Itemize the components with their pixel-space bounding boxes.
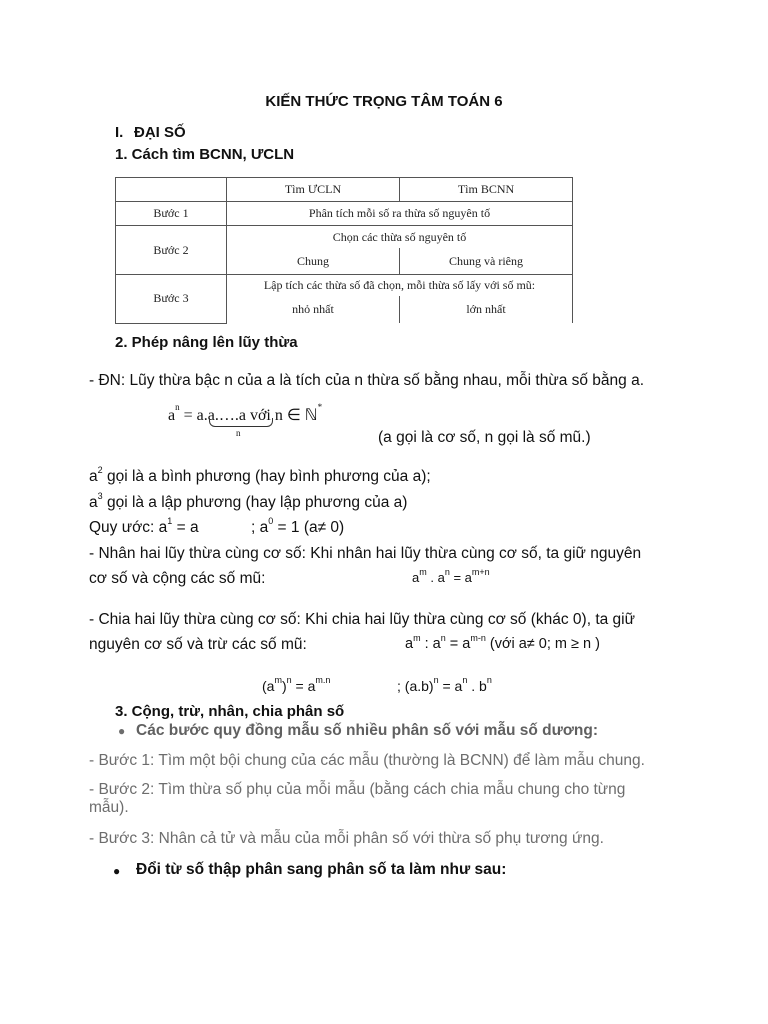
table-row [116, 226, 573, 275]
table-header-ucln: Tìm ƯCLN [227, 178, 400, 202]
multiply-rule-line1: - Nhân hai lũy thừa cùng cơ số: Khi nhân hai lũy thừa cùng cơ số, ta giữ nguyên [89, 545, 642, 562]
step2-text-line2: mẫu). [89, 799, 129, 816]
step1-text: Phân tích mỗi số ra thừa số nguyên tố [227, 202, 573, 226]
step3-bcnn: lớn nhất [466, 302, 506, 316]
page-title: KIẾN THỨC TRỌNG TÂM TOÁN 6 [265, 93, 503, 110]
bullet-icon: ● [113, 864, 121, 878]
step1-text: - Bước 1: Tìm một bội chung của các mẫu (thường là BCNN) để làm mẫu chung. [89, 752, 645, 769]
divide-rule-line1: - Chia hai lũy thừa cùng cơ số: Khi chia hai lũy thừa cùng cơ số (khác 0), ta giữ [89, 611, 635, 628]
common-denominator-heading: Các bước quy đồng mẫu số nhiều phân số với mẫu số dương: [136, 722, 598, 739]
table-row [116, 202, 573, 226]
convention-zero: ; $a^0 = 1$ (a≠ 0) [251, 516, 345, 536]
section-number: I. [115, 124, 124, 141]
bullet-icon: ● [118, 724, 126, 738]
heading-bcnn-ucln: 1. Cách tìm BCNN, ƯCLN [115, 146, 295, 163]
divide-formula: $a^m$ : $a^n = a^{m-n}$ (với a≠ 0; m ≥ n ) [405, 633, 600, 652]
definition-text: - ĐN: Lũy thừa bậc n của a là tích của n thừa số bằng nhau, mỗi thừa số bằng a. [89, 372, 645, 389]
step3-ucln: nhỏ nhất [227, 296, 400, 323]
decimal-to-fraction-heading: Đổi từ số thập phân sang phân số ta làm như sau: [136, 861, 507, 878]
power-definition-formula: $a^n$ = a.a.….a với n ∈ ℕ* [168, 402, 323, 424]
step2-text-line1: - Bước 2: Tìm thừa số phụ của mỗi mẫu (bằng cách chia mẫu chung cho từng [89, 781, 626, 798]
convention-text: Quy ước: $a^1 = a$ [89, 516, 199, 536]
divide-rule-line2: nguyên cơ số và trừ các số mũ: [89, 636, 307, 653]
section-title: ĐẠI SỐ [134, 124, 186, 141]
power-of-product-formula: ; $(a.b)^n = a^n$ . $b^n$ [397, 675, 492, 694]
multiply-rule-line2: cơ số và cộng các số mũ: [89, 570, 266, 587]
step2-label: Bước 2 [116, 226, 227, 275]
multiply-formula: $a^m$ . $a^n = a^{m+n}$ [412, 567, 490, 585]
step3-label: Bước 3 [116, 275, 227, 324]
heading-power: 2. Phép nâng lên lũy thừa [115, 334, 298, 351]
heading-fractions: 3. Cộng, trừ, nhân, chia phân số [115, 703, 345, 720]
cube-text: $a^3$ gọi là a lập phương (hay lập phương của a) [89, 491, 408, 511]
table-row [116, 275, 573, 324]
table-cell-empty [116, 178, 227, 202]
step2-bcnn: Chung và riêng [449, 254, 523, 268]
step1-label: Bước 1 [116, 202, 227, 226]
table-row [116, 178, 573, 202]
step2-text: Chọn các thừa số nguyên tố [332, 230, 467, 244]
step3-text: - Bước 3: Nhân cả tử và mẫu của mỗi phân số với thừa số phụ tương ứng. [89, 830, 604, 847]
step2-ucln: Chung [227, 248, 400, 274]
bcnn-ucln-table [115, 177, 573, 324]
table-header-bcnn: Tìm BCNN [400, 178, 573, 202]
step3-cell [227, 275, 573, 324]
step2-cell [227, 226, 573, 275]
base-exponent-note: (a gọi là cơ số, n gọi là số mũ.) [378, 429, 591, 446]
square-text: $a^2$ gọi là a bình phương (hay bình phương của a); [89, 465, 431, 485]
power-of-power-formula: $(a^m)^n = a^{m.n}$ [262, 675, 331, 694]
underbrace [209, 418, 273, 427]
underbrace-label: n [236, 428, 241, 438]
step3-text: Lập tích các thừa số đã chọn, mỗi thừa số lấy với số mũ: [263, 278, 536, 292]
